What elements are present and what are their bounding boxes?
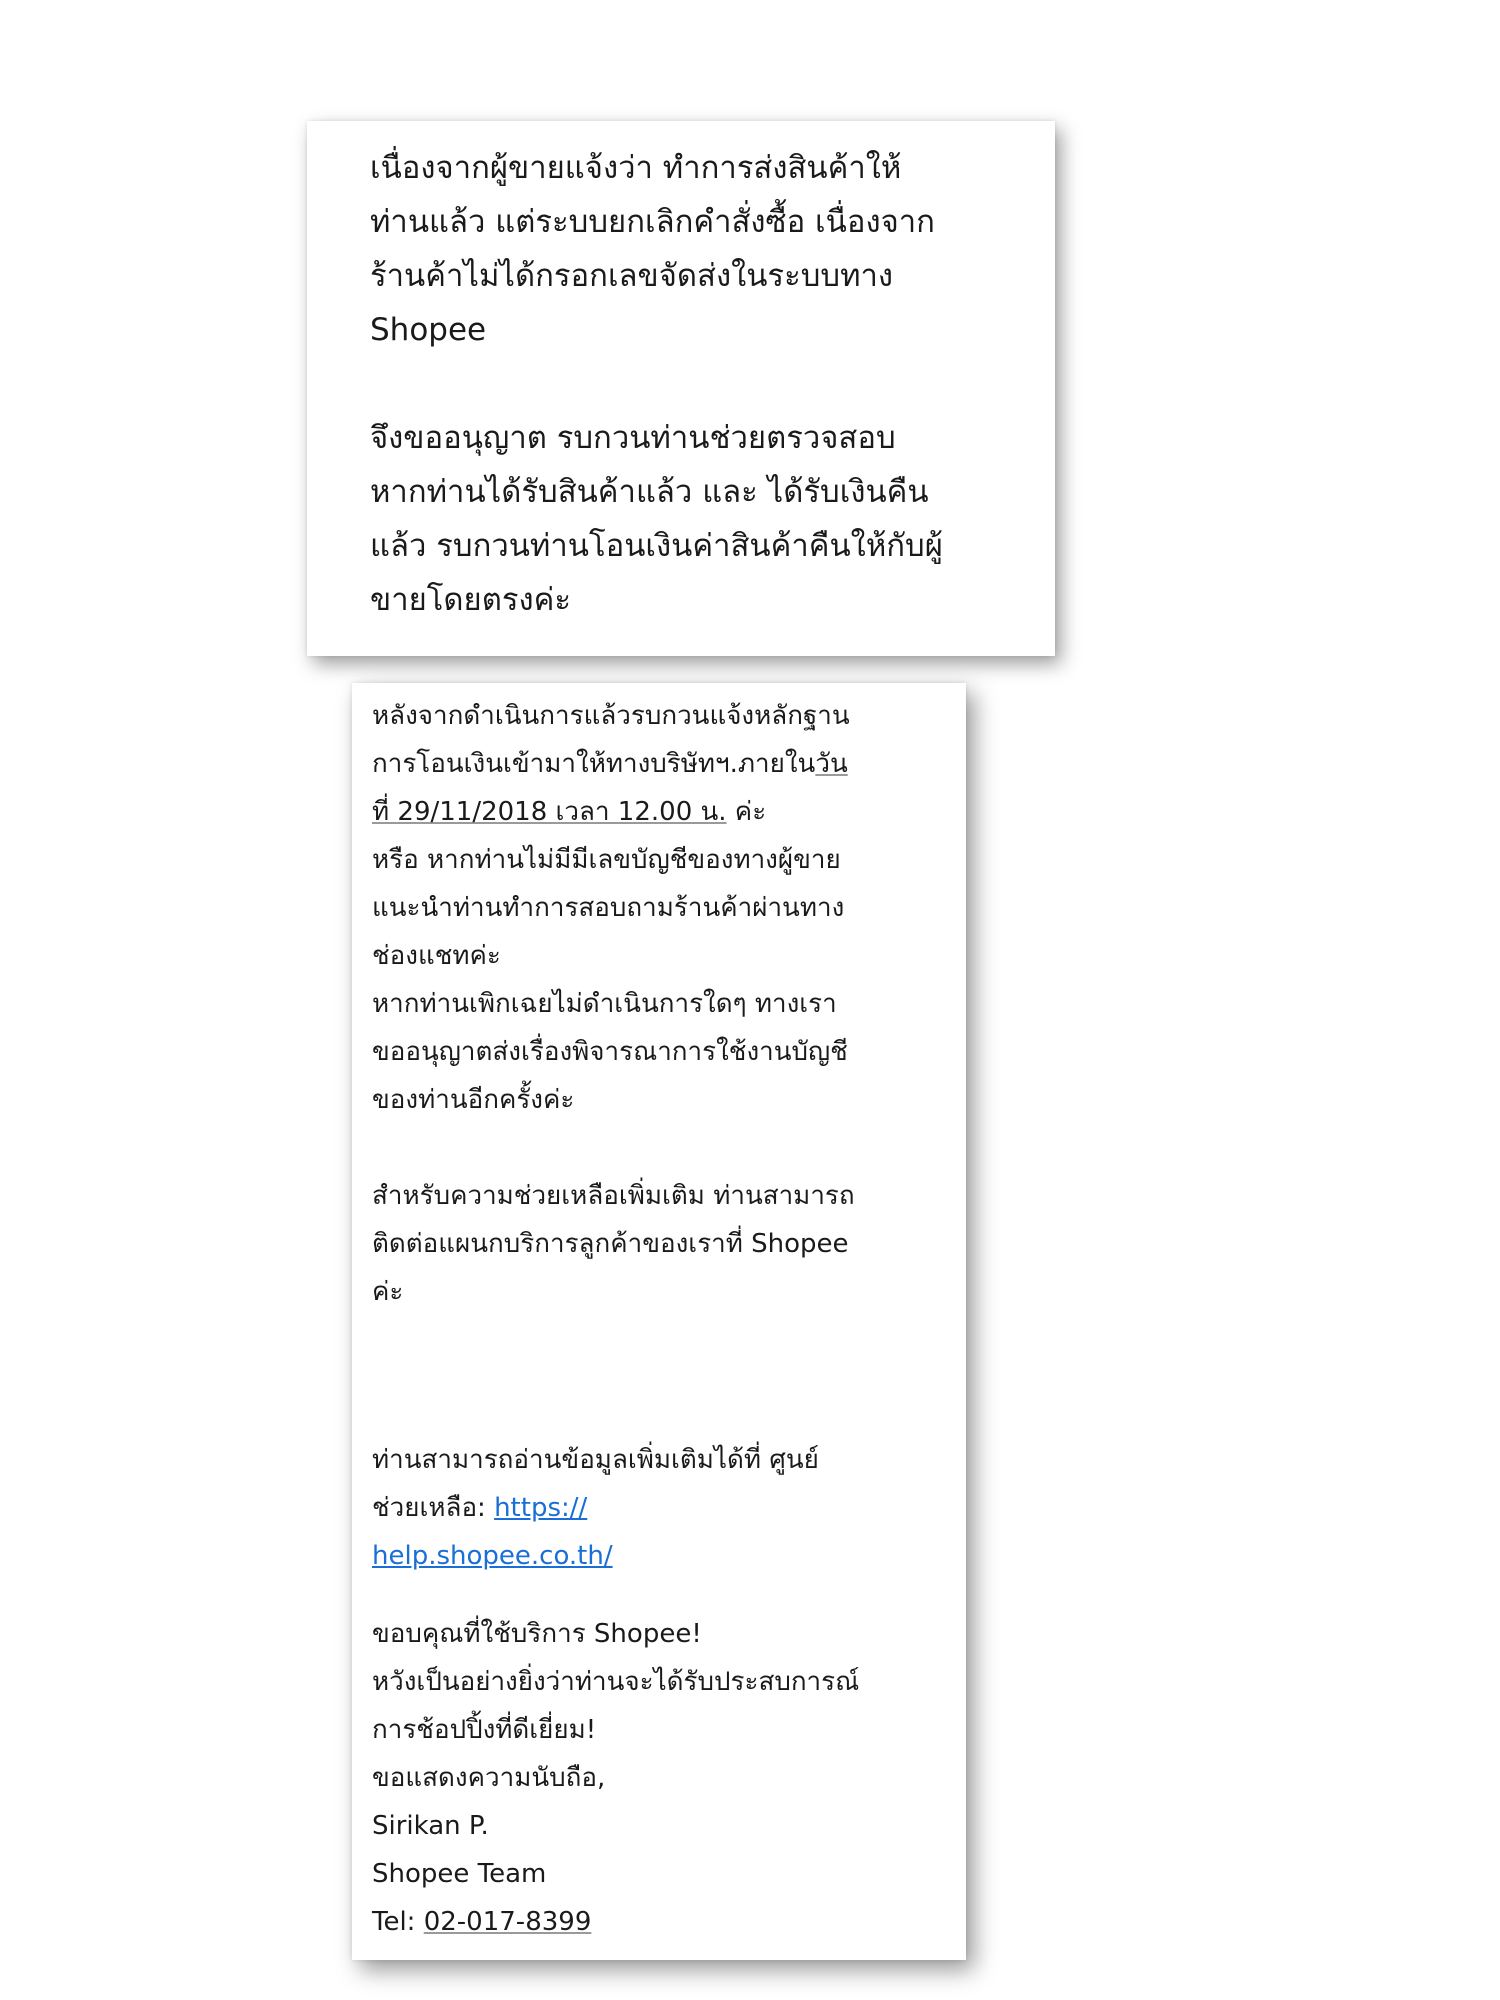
- help-center-link[interactable]: https://: [494, 1493, 588, 1523]
- deadline-underlined-text: วัน: [815, 749, 848, 779]
- phone-number[interactable]: 02-017-8399: [423, 1907, 592, 1937]
- thanks-line: ขอบคุณที่ใช้บริการ Shopee!: [372, 1619, 702, 1649]
- transfer-deadline-line: [372, 740, 941, 788]
- seller-notice-paragraph: เนื่องจากผู้ขายแจ้งว่า ทำการส่งสินค้าให้ ท่านแล้ว แต่ระบบยกเลิกคำสั่งซื้อ เนื่องจาก ร้านค้าไม่ได้กรอกเลขจัดส่งในระบบทาง Shopee: [370, 150, 935, 348]
- team-name: Shopee Team: [372, 1859, 547, 1889]
- no-account-line: ช่องแชทค่ะ: [372, 941, 501, 971]
- help-center-link-line: [372, 1532, 941, 1580]
- phone-label: Tel:: [372, 1907, 424, 1937]
- paragraph-spacer: [372, 1316, 941, 1436]
- help-line: ติดต่อแผนกบริการลูกค้าของเราที่ Shopee: [372, 1229, 849, 1259]
- help-center-label: ช่วยเหลือ:: [372, 1493, 495, 1523]
- transfer-text: การโอนเงินเข้ามาให้ทางบริษัทฯ.ภายใน: [372, 749, 816, 779]
- regards-line: ขอแสดงความนับถือ,: [372, 1763, 606, 1793]
- phone-line: [372, 1898, 941, 1946]
- paragraph-spacer: [372, 1580, 941, 1610]
- no-account-line: แนะนำท่านทำการสอบถามร้านค้าผ่านทาง: [372, 893, 845, 923]
- deadline-suffix: ค่ะ: [726, 797, 767, 827]
- help-line: ค่ะ: [372, 1277, 404, 1307]
- thanks-line: หวังเป็นอย่างยิ่งว่าท่านจะได้รับประสบการณ์: [372, 1667, 860, 1697]
- ignore-warning-line: ขออนุญาตส่งเรื่องพิจารณาการใช้งานบัญชี: [372, 1037, 848, 1067]
- agent-name: Sirikan P.: [372, 1811, 489, 1841]
- paragraph-spacer: [372, 1124, 941, 1172]
- deadline-date-line: [372, 788, 941, 836]
- help-center-link-url[interactable]: help.shopee.co.th/: [372, 1541, 613, 1571]
- evidence-request-line: หลังจากดำเนินการแล้วรบกวนแจ้งหลักฐาน: [372, 701, 850, 731]
- help-center-line: [372, 1484, 941, 1532]
- ignore-warning-line: ของท่านอีกครั้งค่ะ: [372, 1085, 575, 1115]
- thanks-line: การช้อปปิ้งที่ดีเยี่ยม!: [372, 1715, 597, 1745]
- refund-request-paragraph: จึงขออนุญาต รบกวนท่านช่วยตรวจสอบ หากท่านได้รับสินค้าแล้ว และ ได้รับเงินคืน แล้ว รบกวนท่านโอนเงินค่าสินค้าคืนให้กับผู้ ขายโดยตรงค่ะ: [370, 420, 943, 618]
- message-card-top: [307, 121, 1055, 656]
- paragraph-spacer: [370, 357, 1025, 411]
- deadline-date: ที่ 29/11/2018 เวลา 12.00 น.: [372, 797, 727, 827]
- no-account-line: หรือ หากท่านไม่มีมีเลขบัญชีของทางผู้ขาย: [372, 845, 841, 875]
- more-info-line: ท่านสามารถอ่านข้อมูลเพิ่มเติมได้ที่ ศูนย์: [372, 1445, 819, 1475]
- ignore-warning-line: หากท่านเพิกเฉยไม่ดำเนินการใดๆ ทางเรา: [372, 989, 837, 1019]
- help-line: สำหรับความช่วยเหลือเพิ่มเติม ท่านสามารถ: [372, 1181, 855, 1211]
- message-card-bottom: [352, 683, 966, 1960]
